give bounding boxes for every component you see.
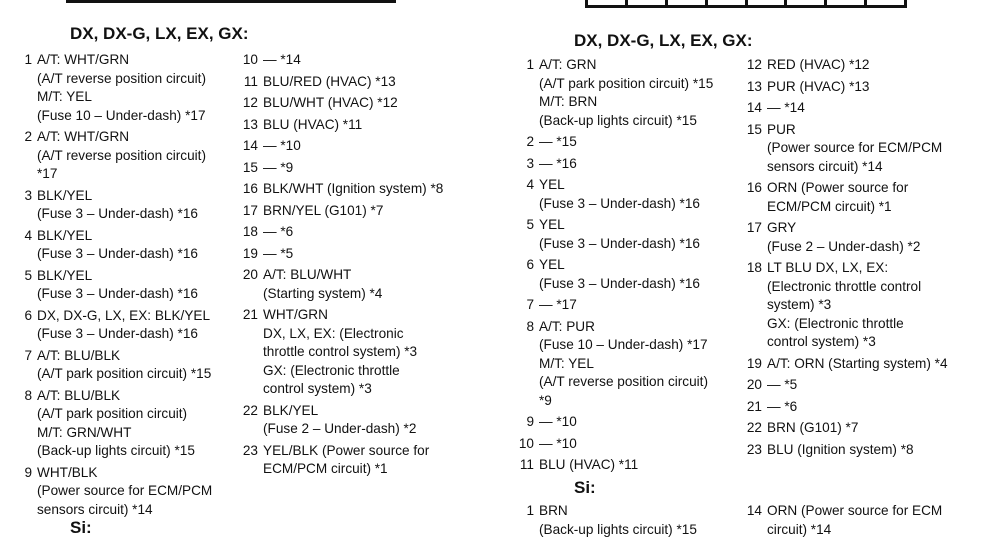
pin-description-line: A/T: WHT/GRN — [37, 51, 206, 70]
pin-entry — [736, 219, 948, 256]
pin-number: 17 — [232, 202, 263, 221]
pin-description — [539, 155, 577, 174]
pin-entry — [16, 227, 212, 264]
pin-number: 18 — [232, 223, 263, 242]
pin-description — [767, 441, 914, 460]
pin-description-line: control system) *3 — [263, 380, 417, 399]
pin-description — [263, 442, 429, 479]
left-connector-graphic — [66, 0, 396, 3]
left-pinout-column-1 — [16, 51, 212, 519]
pin-description — [263, 159, 293, 178]
pin-description-line: GRY — [767, 219, 920, 238]
pin-description — [539, 216, 700, 253]
pin-description-line: BRN — [539, 502, 697, 521]
pin-entry — [232, 442, 443, 479]
pin-number: 2 — [512, 133, 539, 152]
pin-entry — [16, 267, 212, 304]
pin-description-line: — *10 — [539, 435, 577, 454]
pin-description — [539, 256, 700, 293]
pin-description-line: A/T: BLU/BLK — [37, 387, 195, 406]
pin-description-line: ORN (Power source for ECM — [767, 502, 942, 521]
pin-description — [539, 413, 577, 432]
pin-entry — [512, 133, 713, 152]
pin-description — [767, 219, 920, 256]
right-pinout-column-1 — [512, 56, 713, 475]
pin-description-line: WHT/BLK — [37, 464, 212, 483]
pin-number: 9 — [16, 464, 37, 483]
pin-description-line: A/T: BLU/WHT — [263, 266, 382, 285]
pin-description-line: — *10 — [263, 137, 301, 156]
pin-description-line: (Fuse 3 – Under-dash) *16 — [37, 325, 210, 344]
pin-description-line: (Fuse 10 – Under-dash) *17 — [539, 336, 708, 355]
pin-description-line: BLU/RED (HVAC) *13 — [263, 73, 396, 92]
pin-description — [263, 94, 398, 113]
pin-description-line: circuit) *14 — [767, 521, 942, 539]
pin-entry — [736, 398, 948, 417]
pin-description-line: (Fuse 3 – Under-dash) *16 — [37, 285, 198, 304]
right-connector-graphic — [585, 0, 907, 8]
pin-description — [539, 176, 700, 213]
pin-description — [767, 259, 921, 352]
pin-description-line: sensors circuit) *14 — [37, 501, 212, 520]
pin-description-line: — *5 — [767, 376, 797, 395]
pin-description-line: BLK/YEL — [263, 402, 416, 421]
pin-description-line: (Power source for ECM/PCM — [37, 482, 212, 501]
pin-description — [37, 227, 198, 264]
pin-description — [37, 51, 206, 125]
pin-number: 22 — [232, 402, 263, 421]
pin-description — [539, 456, 638, 475]
pin-description — [263, 73, 396, 92]
pin-number: 4 — [16, 227, 37, 246]
pin-description-line: (Fuse 3 – Under-dash) *16 — [539, 275, 700, 294]
pin-description-line: M/T: YEL — [37, 88, 206, 107]
pin-number: 3 — [16, 187, 37, 206]
pin-description-line: ECM/PCM circuit) *1 — [767, 198, 908, 217]
pin-description — [37, 347, 211, 384]
pin-number: 10 — [232, 51, 263, 70]
pin-entry — [232, 73, 443, 92]
pin-description-line: — *9 — [263, 159, 293, 178]
pin-description-line: sensors circuit) *14 — [767, 158, 942, 177]
pin-description — [767, 502, 942, 539]
pin-description-line: — *5 — [263, 245, 293, 264]
pin-number: 17 — [736, 219, 767, 238]
pin-number: 1 — [512, 502, 539, 521]
pin-description-line: — *14 — [767, 99, 805, 118]
left-pinout-column-2 — [232, 51, 443, 479]
pin-description-line: — *6 — [767, 398, 797, 417]
pin-number: 20 — [232, 266, 263, 285]
pin-description-line: (Fuse 2 – Under-dash) *2 — [263, 420, 416, 439]
pin-number: 14 — [736, 502, 767, 521]
pin-entry — [512, 155, 713, 174]
pin-number: 20 — [736, 376, 767, 395]
pin-description-line: BRN/YEL (G101) *7 — [263, 202, 383, 221]
pin-entry — [232, 137, 443, 156]
pin-description-line: (A/T park position circuit) — [37, 405, 195, 424]
pin-entry — [512, 456, 713, 475]
pin-description-line: DX, DX-G, LX, EX: BLK/YEL — [37, 307, 210, 326]
pin-entry — [512, 413, 713, 432]
pin-description-line: WHT/GRN — [263, 306, 417, 325]
pin-entry — [232, 51, 443, 70]
pin-entry — [736, 376, 948, 395]
pin-description-line: BRN (G101) *7 — [767, 419, 858, 438]
pin-description-line: M/T: BRN — [539, 93, 713, 112]
pin-description-line: (Back-up lights circuit) *15 — [37, 442, 195, 461]
pin-description — [767, 56, 869, 75]
right-si-column-1 — [512, 502, 697, 539]
pin-entry — [232, 266, 443, 303]
pin-entry — [232, 180, 443, 199]
pin-description — [767, 99, 805, 118]
pin-description-line: BLU (HVAC) *11 — [539, 456, 638, 475]
pin-number: 16 — [232, 180, 263, 199]
pin-entry — [736, 56, 948, 75]
pin-description-line: — *14 — [263, 51, 301, 70]
pin-number: 13 — [232, 116, 263, 135]
pin-description-line: PUR — [767, 121, 942, 140]
pin-description-line: A/T: ORN (Starting system) *4 — [767, 355, 948, 374]
pin-number: 19 — [232, 245, 263, 264]
pin-description — [767, 179, 908, 216]
pin-description-line: ORN (Power source for — [767, 179, 908, 198]
pin-description-line: (Electronic throttle control — [767, 278, 921, 297]
pin-description-line: (Fuse 3 – Under-dash) *16 — [539, 195, 700, 214]
pin-entry — [232, 245, 443, 264]
pin-description-line: BLK/WHT (Ignition system) *8 — [263, 180, 443, 199]
pin-description — [539, 133, 577, 152]
pin-description-line: DX, LX, EX: (Electronic — [263, 325, 417, 344]
pin-description-line: (Fuse 3 – Under-dash) *16 — [37, 245, 198, 264]
pin-description-line: (Back-up lights circuit) *15 — [539, 521, 697, 539]
pin-description — [767, 376, 797, 395]
pin-description-line: GX: (Electronic throttle — [263, 362, 417, 381]
pin-description — [263, 266, 382, 303]
pin-number: 5 — [16, 267, 37, 286]
pin-number: 23 — [232, 442, 263, 461]
pin-entry — [736, 99, 948, 118]
pin-entry — [512, 502, 697, 539]
pin-description-line: — *16 — [539, 155, 577, 174]
pin-entry — [736, 502, 942, 539]
pin-number: 7 — [512, 296, 539, 315]
pin-description-line: (A/T reverse position circuit) — [539, 373, 708, 392]
pin-description — [263, 245, 293, 264]
pin-description-line: YEL — [539, 216, 700, 235]
pin-description-line: (Power source for ECM/PCM — [767, 139, 942, 158]
right-heading: DX, DX-G, LX, EX, GX: — [574, 31, 753, 51]
pin-number: 19 — [736, 355, 767, 374]
pin-description — [263, 51, 301, 70]
pin-entry — [16, 128, 212, 184]
pin-description-line: A/T: PUR — [539, 318, 708, 337]
pin-entry — [512, 435, 713, 454]
pin-description-line: — *15 — [539, 133, 577, 152]
pin-entry — [736, 259, 948, 352]
pin-entry — [232, 202, 443, 221]
pin-number: 18 — [736, 259, 767, 278]
pin-entry — [232, 306, 443, 399]
pin-description-line: YEL — [539, 256, 700, 275]
pin-description-line: throttle control system) *3 — [263, 343, 417, 362]
pin-entry — [736, 121, 948, 177]
right-si-heading: Si: — [574, 478, 596, 498]
pin-description-line: (Fuse 3 – Under-dash) *16 — [539, 235, 700, 254]
pin-number: 7 — [16, 347, 37, 366]
pin-entry — [232, 94, 443, 113]
pin-entry — [512, 256, 713, 293]
pin-number: 21 — [232, 306, 263, 325]
pin-description-line: M/T: YEL — [539, 355, 708, 374]
pin-description-line: GX: (Electronic throttle — [767, 315, 921, 334]
pin-number: 5 — [512, 216, 539, 235]
pin-description-line: (Fuse 3 – Under-dash) *16 — [37, 205, 198, 224]
pin-description-line: BLK/YEL — [37, 267, 198, 286]
pin-number: 1 — [512, 56, 539, 75]
pin-entry — [512, 56, 713, 130]
right-si-column-2 — [736, 502, 942, 539]
pin-entry — [232, 223, 443, 242]
pin-description-line: (A/T park position circuit) *15 — [37, 365, 211, 384]
pin-entry — [16, 347, 212, 384]
pin-description-line: BLU (HVAC) *11 — [263, 116, 362, 135]
pin-description-line: A/T: BLU/BLK — [37, 347, 211, 366]
pin-entry — [736, 355, 948, 374]
pin-description-line: (A/T reverse position circuit) — [37, 70, 206, 89]
pin-number: 21 — [736, 398, 767, 417]
pin-description — [263, 116, 362, 135]
pin-description — [767, 419, 858, 438]
pin-entry — [232, 116, 443, 135]
pin-number: 12 — [232, 94, 263, 113]
pin-description — [539, 56, 713, 130]
pin-description — [37, 187, 198, 224]
pin-description-line: — *10 — [539, 413, 577, 432]
pin-entry — [16, 464, 212, 520]
pin-description — [37, 128, 206, 184]
pin-description — [263, 306, 417, 399]
pin-number: 16 — [736, 179, 767, 198]
pin-entry — [736, 179, 948, 216]
pin-number: 14 — [232, 137, 263, 156]
pin-description-line: M/T: GRN/WHT — [37, 424, 195, 443]
pin-description-line: *9 — [539, 392, 708, 411]
pin-entry — [16, 307, 212, 344]
pin-entry — [16, 187, 212, 224]
left-si-heading: Si: — [70, 518, 92, 538]
pin-description — [263, 223, 293, 242]
pin-number: 12 — [736, 56, 767, 75]
pin-number: 11 — [232, 73, 263, 92]
pin-description — [767, 355, 948, 374]
pin-number: 15 — [232, 159, 263, 178]
pin-entry — [512, 176, 713, 213]
pin-entry — [232, 402, 443, 439]
pin-number: 9 — [512, 413, 539, 432]
pin-description-line: ECM/PCM circuit) *1 — [263, 460, 429, 479]
pin-description-line: BLU/WHT (HVAC) *12 — [263, 94, 398, 113]
pin-description — [539, 318, 708, 411]
pin-description-line: control system) *3 — [767, 333, 921, 352]
pin-description — [37, 464, 212, 520]
pin-number: 4 — [512, 176, 539, 195]
pin-description — [539, 502, 697, 539]
pin-description-line: PUR (HVAC) *13 — [767, 78, 869, 97]
pin-description — [263, 402, 416, 439]
pin-description — [263, 180, 443, 199]
right-pinout-column-2 — [736, 56, 948, 459]
pin-description-line: (Back-up lights circuit) *15 — [539, 112, 713, 131]
pin-description — [539, 435, 577, 454]
pin-description — [767, 121, 942, 177]
pin-number: 15 — [736, 121, 767, 140]
pin-entry — [736, 419, 948, 438]
pin-description-line: (Fuse 2 – Under-dash) *2 — [767, 238, 920, 257]
pin-description-line: RED (HVAC) *12 — [767, 56, 869, 75]
pin-number: 3 — [512, 155, 539, 174]
pin-description-line: (Fuse 10 – Under-dash) *17 — [37, 107, 206, 126]
pin-entry — [736, 78, 948, 97]
pin-description — [37, 387, 195, 461]
pin-number: 22 — [736, 419, 767, 438]
pin-number: 2 — [16, 128, 37, 147]
pin-description-line: (A/T reverse position circuit) — [37, 147, 206, 166]
pin-description — [37, 307, 210, 344]
pin-number: 8 — [16, 387, 37, 406]
pin-number: 6 — [512, 256, 539, 275]
pin-description-line: (Starting system) *4 — [263, 285, 382, 304]
pin-number: 13 — [736, 78, 767, 97]
pin-description — [767, 398, 797, 417]
pin-number: 1 — [16, 51, 37, 70]
pin-description-line: LT BLU DX, LX, EX: — [767, 259, 921, 278]
pin-description — [539, 296, 577, 315]
pin-description-line: YEL — [539, 176, 700, 195]
pin-number: 14 — [736, 99, 767, 118]
pin-description-line: BLK/YEL — [37, 187, 198, 206]
pin-description — [263, 137, 301, 156]
pin-description-line: — *17 — [539, 296, 577, 315]
pin-description-line: A/T: GRN — [539, 56, 713, 75]
pin-number: 6 — [16, 307, 37, 326]
pin-entry — [512, 216, 713, 253]
pin-description-line: *17 — [37, 165, 206, 184]
pin-description-line: system) *3 — [767, 296, 921, 315]
pin-number: 8 — [512, 318, 539, 337]
pin-number: 11 — [512, 456, 539, 475]
pin-description-line: YEL/BLK (Power source for — [263, 442, 429, 461]
pin-description-line: — *6 — [263, 223, 293, 242]
pin-description-line: A/T: WHT/GRN — [37, 128, 206, 147]
pin-entry — [232, 159, 443, 178]
pin-description — [263, 202, 383, 221]
pin-entry — [512, 318, 713, 411]
pin-description-line: (A/T park position circuit) *15 — [539, 75, 713, 94]
pin-description — [37, 267, 198, 304]
pin-number: 10 — [512, 435, 539, 454]
pin-entry — [736, 441, 948, 460]
pin-entry — [16, 51, 212, 125]
pin-description — [767, 78, 869, 97]
pin-entry — [512, 296, 713, 315]
pin-number: 23 — [736, 441, 767, 460]
left-heading: DX, DX-G, LX, EX, GX: — [70, 24, 249, 44]
pin-description-line: BLU (Ignition system) *8 — [767, 441, 914, 460]
pin-description-line: BLK/YEL — [37, 227, 198, 246]
pin-entry — [16, 387, 212, 461]
